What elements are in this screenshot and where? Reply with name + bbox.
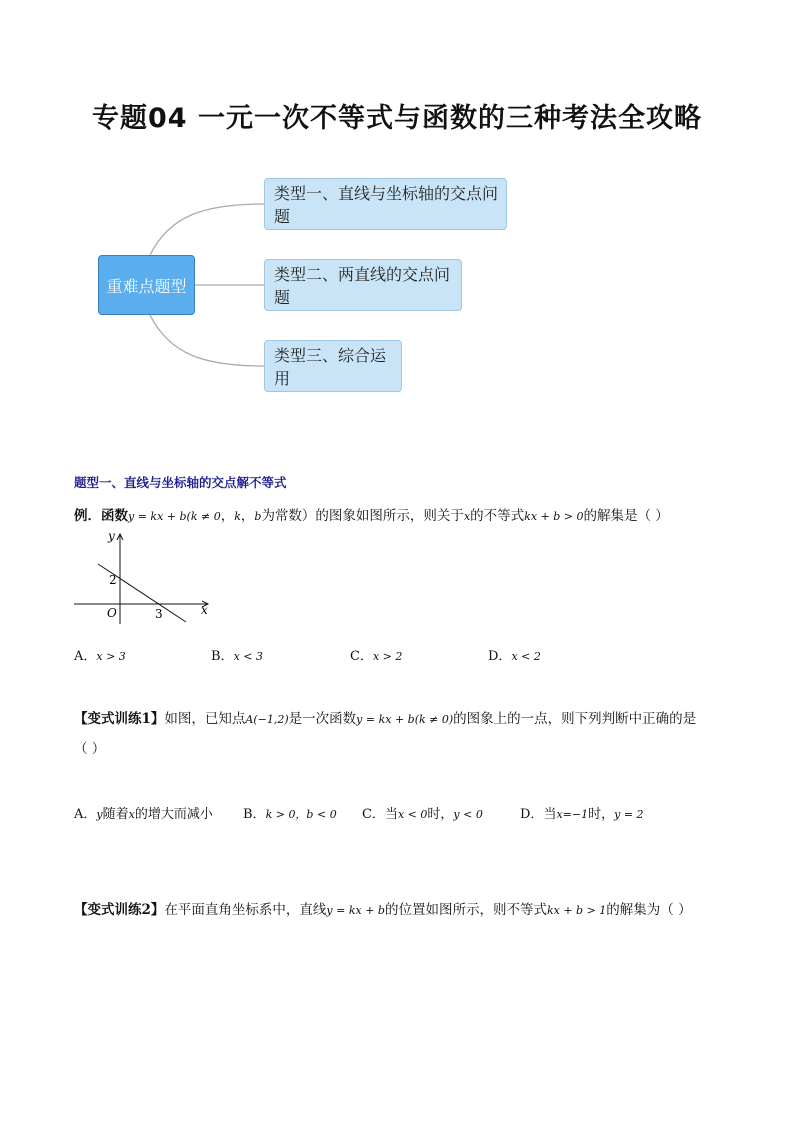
example-option-d[interactable] xyxy=(488,645,541,664)
text-fragment: 的不等式 xyxy=(470,508,525,524)
variant2-func: y = kx + b xyxy=(326,904,385,917)
point-a: A(−1,2) xyxy=(245,713,289,726)
text-fragment: 时， xyxy=(588,807,615,822)
example-lead: 例．函数 xyxy=(74,508,128,524)
variant1-paren: （ ） xyxy=(74,741,106,757)
text-fragment: ， xyxy=(220,508,235,524)
text-fragment: 的图象上的一点，则下列判断中正确的是 xyxy=(453,711,697,727)
example-question xyxy=(74,504,669,524)
origin-label: O xyxy=(107,606,117,620)
option-letter: B． xyxy=(211,649,234,664)
text-fragment: 当 xyxy=(384,807,398,822)
variant1-option-c[interactable] xyxy=(362,803,483,822)
var-x: x xyxy=(463,510,471,523)
option-letter: C． xyxy=(350,649,373,664)
option-expr: x > 2 xyxy=(372,650,403,663)
option-letter: A． xyxy=(74,807,97,822)
option-expr: x > 3 xyxy=(96,650,126,663)
example-func: y = kx + b(k ≠ 0 xyxy=(128,510,221,523)
variant1-func: y = kx + b(k ≠ 0) xyxy=(356,713,454,726)
text-fragment: 的解集是（ ） xyxy=(583,508,669,524)
variant1-option-b[interactable] xyxy=(243,803,337,822)
example-option-a[interactable] xyxy=(74,645,126,664)
variant1-option-d[interactable] xyxy=(520,803,644,822)
y-axis-label: y xyxy=(108,529,115,543)
mindmap-type-1: 类型一、直线与坐标轴的交点问题 xyxy=(264,178,507,230)
text-fragment: 的解集为（ ） xyxy=(606,902,692,918)
mindmap-root: 重难点题型 xyxy=(98,255,195,315)
option-expr: x < 3 xyxy=(233,650,263,663)
option-expr: x=−1 xyxy=(556,808,589,821)
option-letter: A． xyxy=(74,649,97,664)
text-fragment: 的位置如图所示，则不等式 xyxy=(384,902,547,918)
text-fragment: 随着 xyxy=(102,807,129,822)
option-letter: B． xyxy=(243,807,266,822)
option-letter: C． xyxy=(362,807,385,822)
example-option-c[interactable] xyxy=(350,645,402,664)
option-letter: D． xyxy=(488,649,512,664)
text-fragment: 在平面直角坐标系中，直线 xyxy=(164,902,327,918)
x-axis-label: x xyxy=(201,603,208,617)
option-expr: y = 2 xyxy=(614,808,644,821)
variant1-option-a[interactable] xyxy=(74,803,213,822)
text-fragment: 是一次函数 xyxy=(288,711,357,727)
mindmap-type-2: 类型二、两直线的交点问题 xyxy=(264,259,462,311)
option-expr: k > 0，b < 0 xyxy=(265,808,337,821)
option-expr: x < 0 xyxy=(397,808,428,821)
y-intercept-label: 2 xyxy=(109,573,117,587)
text-fragment: 当 xyxy=(543,807,557,822)
option-expr: y xyxy=(96,808,103,821)
x-intercept-label: 3 xyxy=(155,607,163,621)
variant1-question xyxy=(74,707,696,727)
option-expr: x xyxy=(128,808,135,821)
variant2-question xyxy=(74,898,692,918)
text-fragment: 时， xyxy=(427,807,454,822)
variant2-tag: 【变式训练2】 xyxy=(74,902,165,918)
option-letter: D． xyxy=(520,807,544,822)
text-fragment: 如图，已知点 xyxy=(164,711,246,727)
variant2-inequality: kx + b > 1 xyxy=(546,904,607,917)
example-inequality: kx + b > 0 xyxy=(524,510,584,523)
example-graph xyxy=(70,528,220,628)
text-fragment: 为常数）的图象如图所示，则关于 xyxy=(261,508,464,524)
text-fragment: ， xyxy=(240,508,255,524)
section-heading: 题型一、直线与坐标轴的交点解不等式 xyxy=(74,475,287,490)
var-b: b xyxy=(254,510,262,523)
text-fragment: 的增大而减小 xyxy=(134,807,213,822)
example-option-b[interactable] xyxy=(211,645,263,664)
variant1-tag: 【变式训练1】 xyxy=(74,711,165,727)
option-expr: y < 0 xyxy=(453,808,483,821)
option-expr: x < 2 xyxy=(511,650,541,663)
var-k: k xyxy=(234,510,241,523)
page-title: 专题04 一元一次不等式与函数的三种考法全攻略 xyxy=(92,103,702,134)
mindmap-type-3: 类型三、综合运用 xyxy=(264,340,402,392)
